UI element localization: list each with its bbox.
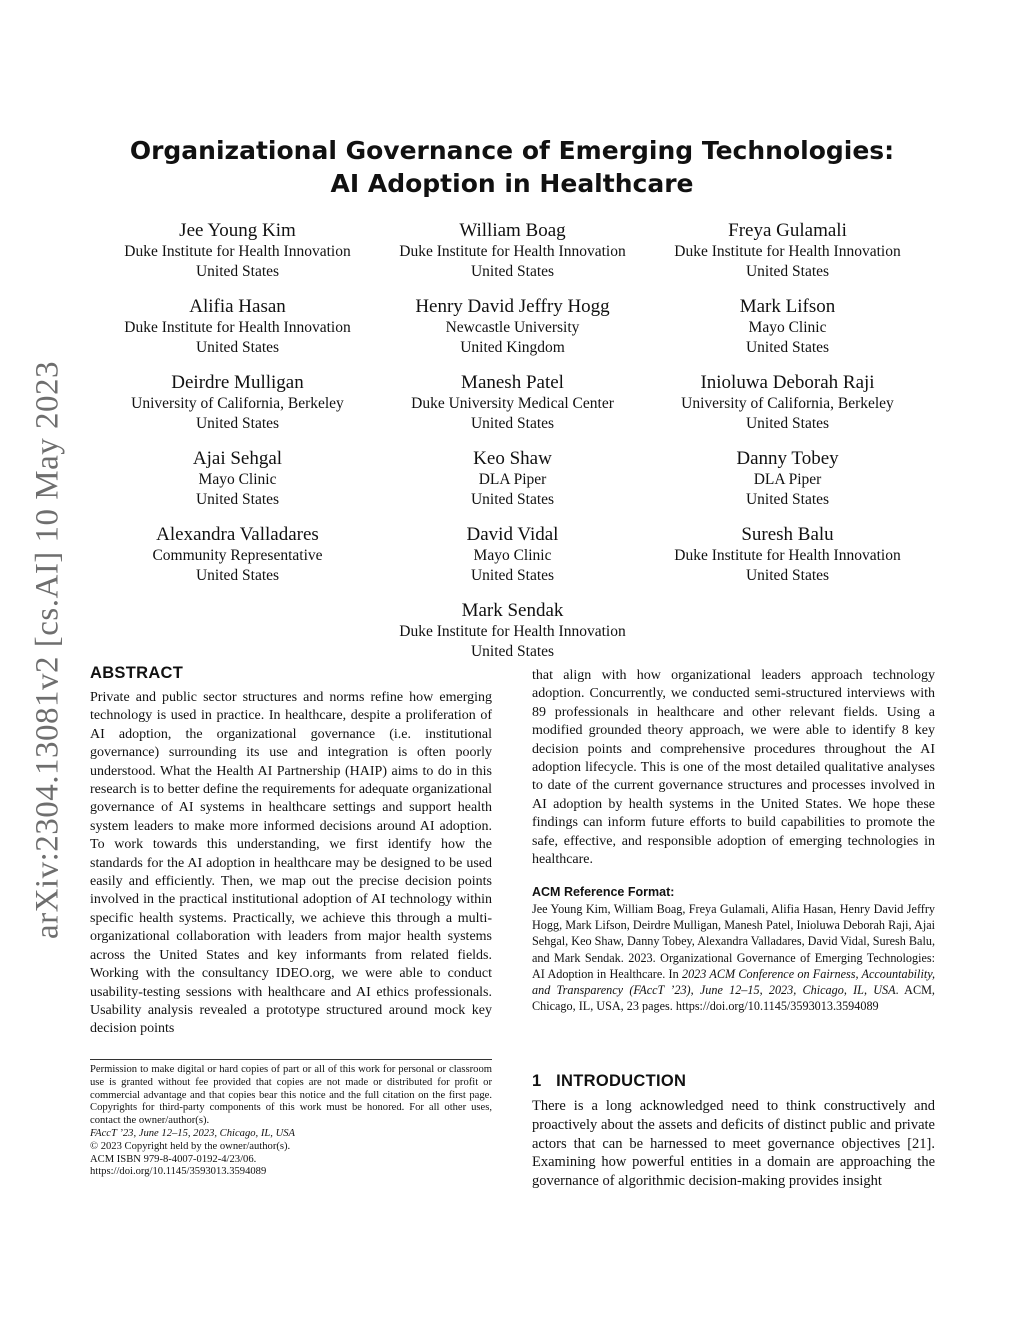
author-name: David Vidal — [466, 524, 559, 545]
author-country: United States — [470, 491, 555, 508]
isbn-line: ACM ISBN 979-8-4007-0192-4/23/06. — [90, 1153, 257, 1165]
abstract-text-right: that align with how organizational leaders approach technology adoption. Concurrently, we conducted semi-structured interviews with 89 professionals in healthcare and other relevant fields. Using a modified grounded theory approach, we were able to identify 8 key decision points and comprehensive procedures throughout the AI adoption lifecycle. This is one of the most detailed qualitative analyses to date of the current governance structures and processes involved in AI adoption by health systems in the United States. We hope these findings can inform future efforts to build capabilities to promote the safe, effective, and responsible adoption of emerging technologies in healthcare. — [532, 668, 935, 868]
author-country: United States — [195, 339, 280, 356]
author-name: Jee Young Kim — [179, 220, 296, 241]
title-line-2: AI Adoption in Healthcare — [330, 169, 694, 198]
author-name: Alexandra Valladares — [156, 524, 319, 545]
author-affiliation: Duke Institute for Health Innovation — [674, 243, 901, 260]
author-card — [375, 220, 650, 282]
copyright-line: © 2023 Copyright held by the owner/author(s). — [90, 1140, 291, 1152]
author-name: William Boag — [459, 220, 566, 241]
author-card — [650, 448, 925, 510]
abstract-heading: ABSTRACT — [90, 664, 184, 682]
author-grid — [100, 220, 925, 662]
author-affiliation: Community Representative — [152, 547, 323, 564]
author-affiliation: Duke Institute for Health Innovation — [674, 547, 901, 564]
author-affiliation: Duke Institute for Health Innovation — [399, 243, 626, 260]
abstract-text-left: Private and public sector structures and norms refine how emerging technology is used in practice. In healthcare, despite a proliferation of AI adoption, the organizational governance (i.e. institutional governance) surrounding its use and integration is often poorly understood. What the Health AI Partnership (HAIP) aims to do in this research is to better define the requirements for adequate organizational governance of AI systems in healthcare settings and support health system leaders to make more informed decisions around AI adoption. To work towards this understanding, we first identify how the standards for the AI adoption in healthcare may be designed to be used easily and efficiently. Then, we map out the precise decision points involved in the practical institutional adoption of AI technology within specific health systems. Practically, we achieve this through a multi-organizational collaboration with leaders from major health systems across the United States and key informants from related fields. Working with the consultancy IDEO.org, we were able to conduct usability-testing sessions with healthcare and AI ethics professionals. Usability analysis revealed a prototype structured around mock key decision points — [90, 690, 492, 1037]
author-name: Inioluwa Deborah Raji — [700, 372, 875, 393]
author-card — [100, 220, 375, 282]
author-affiliation: Duke Institute for Health Innovation — [124, 319, 351, 336]
author-name: Manesh Patel — [461, 372, 564, 393]
author-affiliation: DLA Piper — [753, 471, 822, 488]
author-affiliation: Duke Institute for Health Innovation — [124, 243, 351, 260]
author-country: United States — [470, 263, 555, 280]
author-card — [650, 372, 925, 434]
author-name: Mark Lifson — [739, 296, 836, 317]
author-country: United States — [745, 415, 830, 432]
author-affiliation: Duke University Medical Center — [411, 395, 614, 412]
author-country: United States — [745, 567, 830, 584]
author-affiliation: Mayo Clinic — [198, 471, 277, 488]
author-affiliation: DLA Piper — [478, 471, 547, 488]
acm-reference-heading: ACM Reference Format: — [532, 885, 675, 899]
introduction-heading: 1 INTRODUCTION — [532, 1072, 687, 1090]
author-country: United States — [470, 567, 555, 584]
author-name: Danny Tobey — [736, 448, 839, 469]
author-name: Henry David Jeffry Hogg — [415, 296, 610, 317]
author-card — [100, 448, 375, 510]
title-line-1: Organizational Governance of Emerging Technologies: — [129, 136, 895, 165]
author-country: United States — [745, 339, 830, 356]
acm-reference-venue: 2023 ACM Conference on Fairness, Accountability, and Transparency (FAccT ’23), June 12–15, 2023, Chicago, IL, USA — [532, 966, 935, 998]
author-name: Ajai Sehgal — [192, 448, 283, 469]
author-card — [100, 296, 375, 358]
acm-reference-tail: . ACM, Chicago, IL, USA, 23 pages. https://doi.org/10.1145/3593013.3594089 — [532, 983, 935, 1014]
author-name: Freya Gulamali — [728, 220, 847, 241]
author-card — [100, 524, 375, 586]
author-country: United States — [195, 415, 280, 432]
author-country: United States — [195, 567, 280, 584]
introduction-text: There is a long acknowledged need to think constructively and proactively about the assets and deficits of distinct public and private actors that can be harnessed to meet governance objectives [21]. Examining how powerful entities in a domain are approaching the governance of algorithmic decision-making provides insight — [532, 1098, 935, 1190]
footnote-divider — [90, 1059, 492, 1060]
paper-title — [0, 134, 1024, 200]
acm-reference-authors: Jee Young Kim, William Boag, Freya Gulamali, Alifia Hasan, Henry David Jeffry Hogg, Mark Lifson, Deirdre Mulligan, Manesh Patel, Inioluwa Deborah Raji, Ajai Sehgal, Keo Shaw, Danny Tobey, Alexandra Valladares, David Vidal, Suresh Balu, and Mark Sendak. 2023. Organizational Governance of Emerging Technologies: AI Adoption in Healthcare. In — [532, 902, 935, 981]
author-card — [375, 600, 650, 662]
author-affiliation: Duke Institute for Health Innovation — [399, 623, 626, 640]
author-country: United States — [745, 491, 830, 508]
author-card — [375, 296, 650, 358]
author-card — [100, 372, 375, 434]
author-name: Keo Shaw — [473, 448, 552, 469]
permission-notice — [90, 1064, 492, 1179]
abstract-continuation — [532, 667, 935, 869]
author-country: United Kingdom — [460, 339, 565, 356]
author-country: United States — [745, 263, 830, 280]
author-card — [650, 524, 925, 586]
author-affiliation: Mayo Clinic — [748, 319, 827, 336]
author-country: United States — [195, 491, 280, 508]
author-name: Deirdre Mulligan — [171, 372, 304, 393]
author-affiliation: University of California, Berkeley — [131, 395, 344, 412]
acm-reference-text — [532, 901, 935, 1014]
abstract-section — [90, 664, 492, 1039]
conference-line: FAccT ’23, June 12–15, 2023, Chicago, IL, USA — [90, 1127, 295, 1139]
author-card — [375, 448, 650, 510]
acm-reference — [532, 885, 935, 1014]
author-name: Suresh Balu — [741, 524, 834, 545]
author-card — [375, 524, 650, 586]
author-country: United States — [195, 263, 280, 280]
author-card — [650, 296, 925, 358]
author-card — [650, 220, 925, 282]
introduction-section — [532, 1072, 935, 1191]
author-name: Alifia Hasan — [189, 296, 286, 317]
author-card — [375, 372, 650, 434]
author-country: United States — [470, 643, 555, 660]
permission-text: Permission to make digital or hard copies of part or all of this work for personal or classroom use is granted without fee provided that copies are not made or distributed for profit or commercial advantage and that copies bear this notice and the full citation on the first page. Copyrights for third-party components of this work must be honored. For all other uses, contact the owner/author(s). — [90, 1064, 492, 1127]
doi-link[interactable]: https://doi.org/10.1145/3593013.3594089 — [90, 1166, 267, 1178]
author-affiliation: Mayo Clinic — [473, 547, 552, 564]
author-affiliation: Newcastle University — [445, 319, 580, 336]
author-country: United States — [470, 415, 555, 432]
author-name: Mark Sendak — [461, 600, 564, 621]
arxiv-side-stamp: arXiv:2304.13081v2 [cs.AI] 10 May 2023 — [29, 360, 66, 940]
author-affiliation: University of California, Berkeley — [681, 395, 894, 412]
